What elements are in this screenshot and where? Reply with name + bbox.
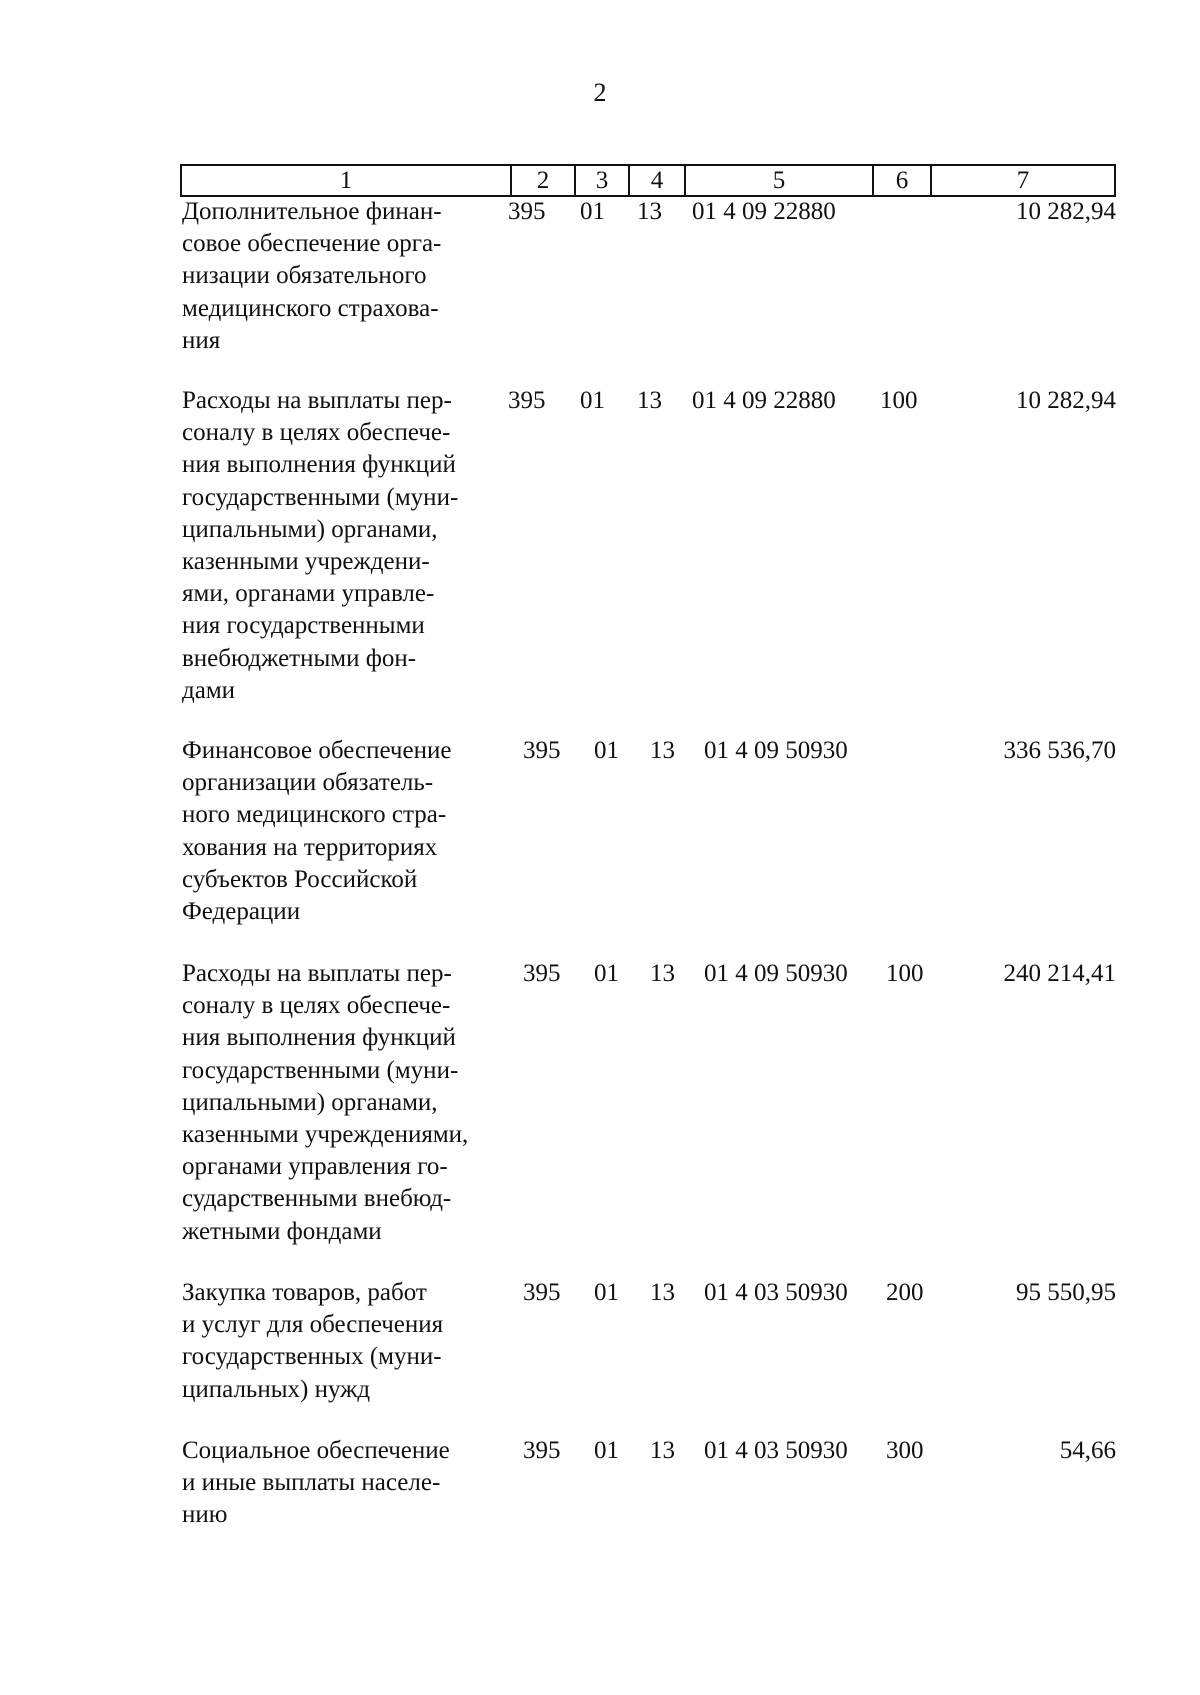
row-col-7: 10 282,94 bbox=[1016, 387, 1116, 414]
table-header-col-5: 5 bbox=[684, 164, 874, 197]
row-col-3: 01 bbox=[594, 960, 619, 987]
row-col-7: 10 282,94 bbox=[1016, 198, 1116, 225]
row-col-6: 300 bbox=[886, 1437, 924, 1464]
row-col-2: 395 bbox=[523, 737, 561, 764]
row-col-7: 336 536,70 bbox=[1003, 737, 1116, 764]
table-header-col-4: 4 bbox=[628, 164, 686, 197]
row-name: Финансовое обеспечение организации обязатель- ного медицинского стра- хования на территориях субъектов Российской Федерации bbox=[182, 737, 452, 926]
row-name: Дополнительное финан- совое обеспечение орга- низации обязательного медицинского страхова- ния bbox=[182, 198, 442, 354]
row-name: Расходы на выплаты пер- соналу в целях обеспече- ния выполнения функций государственными (муни- ципальными) органами, казенными учреждениями, органами управления го- сударственными внебюд- жетными фондами bbox=[182, 960, 469, 1245]
row-col-2: 395 bbox=[523, 960, 561, 987]
row-col-6: 100 bbox=[880, 387, 918, 414]
row-col-4: 13 bbox=[637, 387, 662, 414]
row-col-3: 01 bbox=[580, 387, 605, 414]
row-col-2: 395 bbox=[508, 387, 546, 414]
row-col-2: 395 bbox=[508, 198, 546, 225]
row-col-2: 395 bbox=[523, 1437, 561, 1464]
row-col-4: 13 bbox=[650, 1279, 675, 1306]
row-col-7: 95 550,95 bbox=[1016, 1279, 1116, 1306]
table-header-col-1: 1 bbox=[180, 164, 512, 197]
row-col-3: 01 bbox=[594, 1279, 619, 1306]
page-number: 2 bbox=[593, 78, 607, 107]
row-name: Расходы на выплаты пер- соналу в целях обеспече- ния выполнения функций государственными (муни- ципальными) органами, казенными учреждени- ями, органами управле- ния государственными внебюджетными фон- дами bbox=[182, 387, 459, 704]
row-col-5: 01 4 09 50930 bbox=[704, 960, 848, 987]
row-name: Социальное обеспечение и иные выплаты населе- нию bbox=[182, 1437, 450, 1529]
row-col-4: 13 bbox=[650, 960, 675, 987]
row-col-4: 13 bbox=[637, 198, 662, 225]
row-col-3: 01 bbox=[594, 737, 619, 764]
row-col-5: 01 4 09 22880 bbox=[692, 387, 836, 414]
table-header-col-6: 6 bbox=[872, 164, 932, 197]
row-col-5: 01 4 03 50930 bbox=[704, 1437, 848, 1464]
table-header-col-2: 2 bbox=[510, 164, 576, 197]
row-col-4: 13 bbox=[650, 737, 675, 764]
row-col-3: 01 bbox=[594, 1437, 619, 1464]
row-col-3: 01 bbox=[580, 198, 605, 225]
row-col-7: 240 214,41 bbox=[1003, 960, 1116, 987]
row-col-6: 100 bbox=[886, 960, 924, 987]
row-col-4: 13 bbox=[650, 1437, 675, 1464]
table-header-col-3: 3 bbox=[574, 164, 630, 197]
row-col-5: 01 4 09 22880 bbox=[692, 198, 836, 225]
row-col-7: 54,66 bbox=[1059, 1437, 1116, 1464]
row-col-5: 01 4 09 50930 bbox=[704, 737, 848, 764]
row-col-6: 200 bbox=[886, 1279, 924, 1306]
row-name: Закупка товаров, работ и услуг для обеспечения государственных (муни- ципальных) нужд bbox=[182, 1279, 444, 1403]
row-col-5: 01 4 03 50930 bbox=[704, 1279, 848, 1306]
table-header-col-7: 7 bbox=[930, 164, 1116, 197]
row-col-2: 395 bbox=[523, 1279, 561, 1306]
